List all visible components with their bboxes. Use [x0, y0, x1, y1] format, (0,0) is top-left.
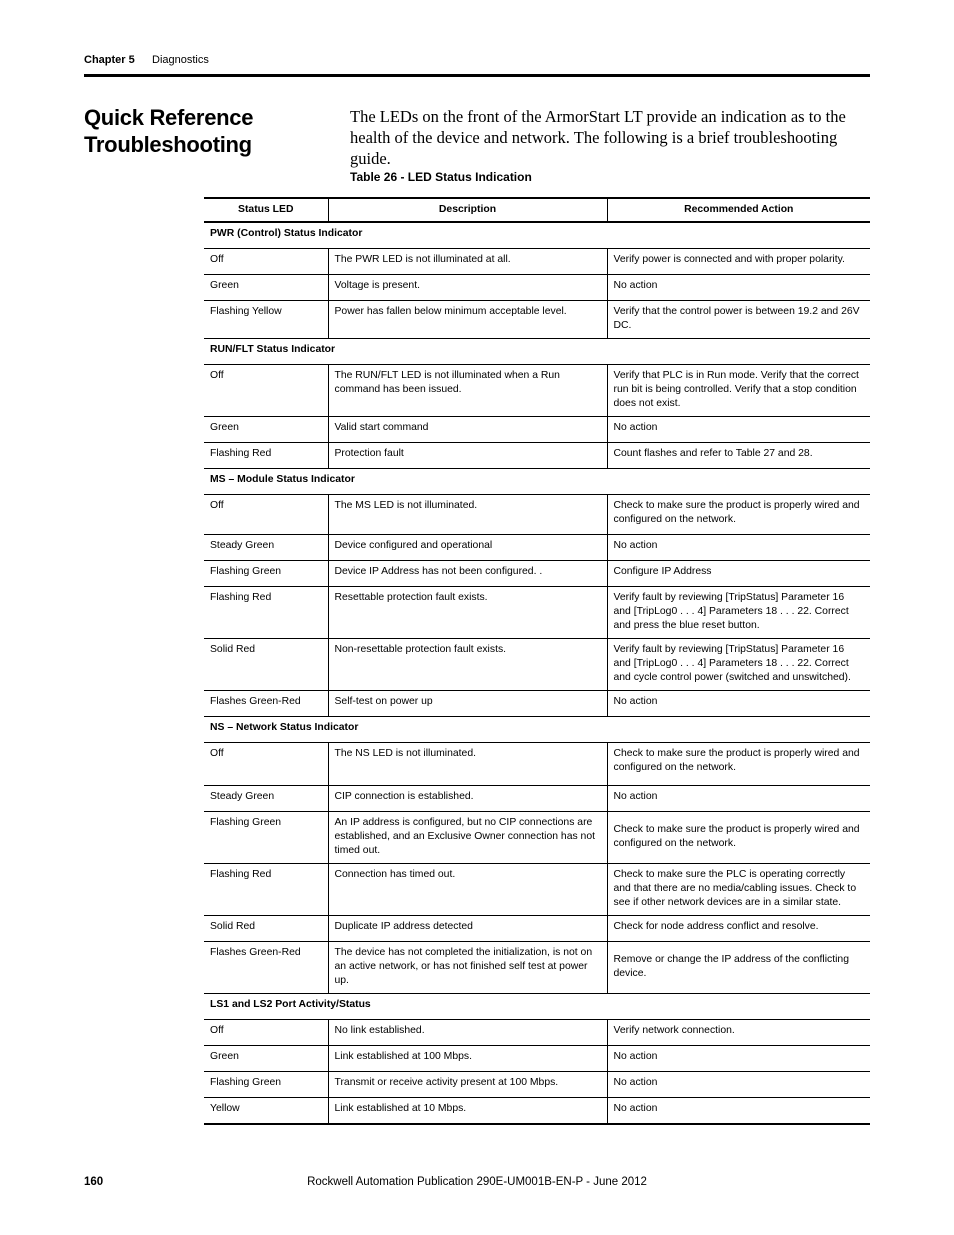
- status-led-cell: Off: [204, 1020, 328, 1046]
- description-cell: Valid start command: [328, 417, 607, 443]
- status-led-cell: Solid Red: [204, 639, 328, 691]
- recommended-action-cell: Check to make sure the PLC is operating correctly and that there are no media/cabling issues. Check to see if other network devices are in a similar state.: [607, 864, 870, 916]
- status-led-cell: Flashing Green: [204, 1072, 328, 1098]
- table-row: [204, 639, 870, 691]
- description-cell: The RUN/FLT LED is not illuminated when a Run command has been issued.: [328, 365, 607, 417]
- description-cell: CIP connection is established.: [328, 786, 607, 812]
- table-caption: Table 26 - LED Status Indication: [350, 170, 532, 184]
- recommended-action-cell: No action: [607, 1072, 870, 1098]
- publication-info: Rockwell Automation Publication 290E-UM001B-EN-P - June 2012: [307, 1176, 647, 1188]
- recommended-action-cell: Remove or change the IP address of the conflicting device.: [607, 942, 870, 994]
- recommended-action-cell: No action: [607, 1046, 870, 1072]
- status-led-cell: Flashing Green: [204, 812, 328, 864]
- group-heading: NS – Network Status Indicator: [204, 717, 870, 743]
- recommended-action-cell: Verify that PLC is in Run mode. Verify that the correct run bit is being controlled. Verify that a stop condition does not exist.: [607, 365, 870, 417]
- table-row: [204, 443, 870, 469]
- description-cell: The NS LED is not illuminated.: [328, 743, 607, 786]
- recommended-action-cell: Verify fault by reviewing [TripStatus] Parameter 16 and [TripLog0 . . . 4] Parameters 18 . . . 22. Correct and press the blue reset button.: [607, 587, 870, 639]
- status-led-cell: Flashes Green-Red: [204, 942, 328, 994]
- status-led-cell: Off: [204, 743, 328, 786]
- status-led-cell: Off: [204, 249, 328, 275]
- table-row: [204, 1046, 870, 1072]
- chapter-label: Chapter 5: [84, 54, 135, 66]
- description-cell: Connection has timed out.: [328, 864, 607, 916]
- table-row: [204, 275, 870, 301]
- recommended-action-cell: No action: [607, 535, 870, 561]
- status-led-cell: Yellow: [204, 1098, 328, 1125]
- table-header-row: [204, 198, 870, 222]
- group-heading: LS1 and LS2 Port Activity/Status: [204, 994, 870, 1020]
- recommended-action-cell: Check for node address conflict and resolve.: [607, 916, 870, 942]
- recommended-action-cell: No action: [607, 691, 870, 717]
- recommended-action-cell: Check to make sure the product is properly wired and configured on the network.: [607, 812, 870, 864]
- header-rule: [84, 74, 870, 77]
- column-header-status-led: Status LED: [204, 198, 328, 222]
- recommended-action-cell: Check to make sure the product is properly wired and configured on the network.: [607, 743, 870, 786]
- status-led-cell: Green: [204, 275, 328, 301]
- recommended-action-cell: No action: [607, 786, 870, 812]
- description-cell: Device IP Address has not been configured. .: [328, 561, 607, 587]
- table-row: [204, 1020, 870, 1046]
- table-row: [204, 249, 870, 275]
- description-cell: Link established at 10 Mbps.: [328, 1098, 607, 1125]
- table-row: [204, 1098, 870, 1125]
- description-cell: Device configured and operational: [328, 535, 607, 561]
- section-label: Diagnostics: [152, 54, 209, 66]
- status-led-cell: Green: [204, 1046, 328, 1072]
- table-row: [204, 587, 870, 639]
- table-group-row: [204, 994, 870, 1020]
- table-row: [204, 691, 870, 717]
- description-cell: An IP address is configured, but no CIP connections are established, and an Exclusive Owner connection has not timed out.: [328, 812, 607, 864]
- status-led-cell: Off: [204, 495, 328, 535]
- recommended-action-cell: No action: [607, 1098, 870, 1125]
- status-led-cell: Flashing Red: [204, 587, 328, 639]
- group-heading: PWR (Control) Status Indicator: [204, 222, 870, 249]
- recommended-action-cell: Count flashes and refer to Table 27 and 28.: [607, 443, 870, 469]
- recommended-action-cell: No action: [607, 275, 870, 301]
- column-header-description: Description: [328, 198, 607, 222]
- recommended-action-cell: Verify power is connected and with proper polarity.: [607, 249, 870, 275]
- description-cell: Transmit or receive activity present at 100 Mbps.: [328, 1072, 607, 1098]
- table-row: [204, 535, 870, 561]
- table-row: [204, 561, 870, 587]
- description-cell: Protection fault: [328, 443, 607, 469]
- description-cell: The PWR LED is not illuminated at all.: [328, 249, 607, 275]
- table-row: [204, 864, 870, 916]
- page-number: 160: [84, 1176, 104, 1188]
- description-cell: The device has not completed the initialization, is not on an active network, or has not finished self test at power up.: [328, 942, 607, 994]
- column-header-recommended-action: Recommended Action: [607, 198, 870, 222]
- table-row: [204, 1072, 870, 1098]
- table-group-row: [204, 339, 870, 365]
- table-group-row: [204, 222, 870, 249]
- led-status-table: [204, 197, 870, 1125]
- description-cell: No link established.: [328, 1020, 607, 1046]
- recommended-action-cell: No action: [607, 417, 870, 443]
- description-cell: Voltage is present.: [328, 275, 607, 301]
- status-led-cell: Green: [204, 417, 328, 443]
- running-header: [84, 52, 870, 68]
- recommended-action-cell: Configure IP Address: [607, 561, 870, 587]
- table-row: [204, 417, 870, 443]
- description-cell: Duplicate IP address detected: [328, 916, 607, 942]
- table-row: [204, 786, 870, 812]
- intro-paragraph: The LEDs on the front of the ArmorStart LT provide an indication as to the health of the device and network. The following is a brief troubleshooting guide.: [350, 107, 846, 168]
- status-led-cell: Solid Red: [204, 916, 328, 942]
- description-cell: The MS LED is not illuminated.: [328, 495, 607, 535]
- status-led-cell: Steady Green: [204, 535, 328, 561]
- table-body: [204, 222, 870, 1124]
- table-row: [204, 942, 870, 994]
- description-cell: Non-resettable protection fault exists.: [328, 639, 607, 691]
- table-row: [204, 301, 870, 339]
- recommended-action-cell: Verify fault by reviewing [TripStatus] Parameter 16 and [TripLog0 . . . 4] Parameters 18 . . . 22. Correct and cycle control power (switched and unswitched).: [607, 639, 870, 691]
- table-row: [204, 743, 870, 786]
- status-led-cell: Flashing Red: [204, 443, 328, 469]
- status-led-cell: Steady Green: [204, 786, 328, 812]
- table-row: [204, 916, 870, 942]
- status-led-cell: Flashing Green: [204, 561, 328, 587]
- table-group-row: [204, 717, 870, 743]
- page-footer: [84, 1174, 870, 1190]
- table-group-row: [204, 469, 870, 495]
- table-row: [204, 495, 870, 535]
- description-cell: Link established at 100 Mbps.: [328, 1046, 607, 1072]
- table-row: [204, 365, 870, 417]
- status-led-cell: Flashing Red: [204, 864, 328, 916]
- table-row: [204, 812, 870, 864]
- status-led-cell: Flashing Yellow: [204, 301, 328, 339]
- group-heading: RUN/FLT Status Indicator: [204, 339, 870, 365]
- description-cell: Power has fallen below minimum acceptable level.: [328, 301, 607, 339]
- page-title: Quick Reference Troubleshooting: [84, 105, 254, 157]
- recommended-action-cell: Check to make sure the product is properly wired and configured on the network.: [607, 495, 870, 535]
- recommended-action-cell: Verify network connection.: [607, 1020, 870, 1046]
- recommended-action-cell: Verify that the control power is between 19.2 and 26V DC.: [607, 301, 870, 339]
- description-cell: Self-test on power up: [328, 691, 607, 717]
- status-led-cell: Off: [204, 365, 328, 417]
- status-led-cell: Flashes Green-Red: [204, 691, 328, 717]
- description-cell: Resettable protection fault exists.: [328, 587, 607, 639]
- group-heading: MS – Module Status Indicator: [204, 469, 870, 495]
